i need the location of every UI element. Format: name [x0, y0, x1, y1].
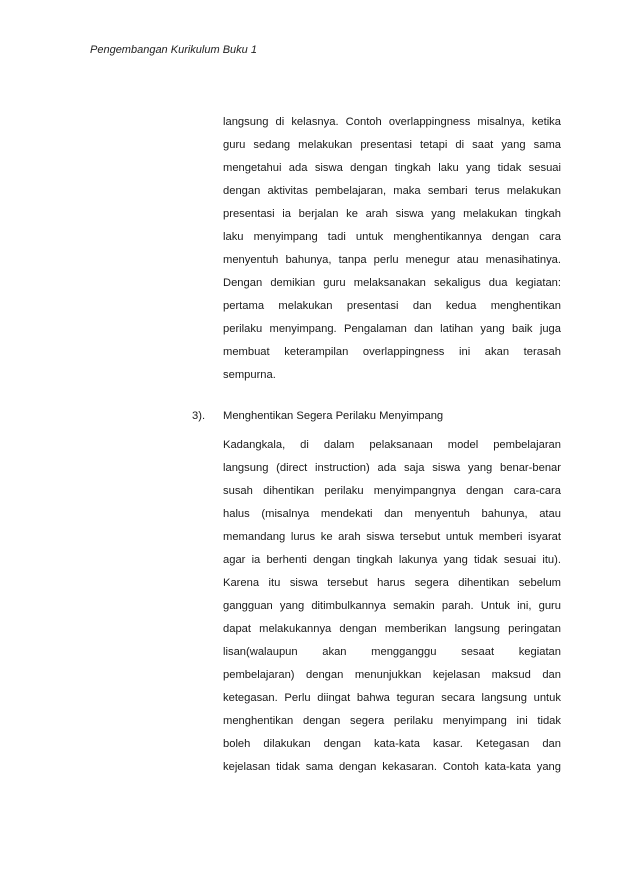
- text-line: sempurna.: [223, 369, 276, 381]
- text-line: menyentuh bahunya, tanpa perlu menegur atau menasihatinya.: [223, 254, 561, 266]
- text-line: pertama melakukan presentasi dan kedua menghentikan: [223, 300, 561, 312]
- text-line: langsung (direct instruction) ada saja siswa yang benar-benar: [223, 462, 561, 474]
- running-header: Pengembangan Kurikulum Buku 1: [90, 44, 257, 56]
- text-line: Karena itu siswa tersebut harus segera dihentikan sebelum: [223, 577, 561, 589]
- text-line: gangguan yang ditimbulkannya semakin parah. Untuk ini, guru: [223, 600, 561, 612]
- text-line: memandang lurus ke arah siswa tersebut untuk memberi isyarat: [223, 531, 561, 543]
- text-line: dengan aktivitas pembelajaran, maka sembari terus melakukan: [223, 185, 561, 197]
- text-line: membuat keterampilan overlappingness ini akan terasah: [223, 346, 561, 358]
- text-line: boleh dilakukan dengan kata-kata kasar. Ketegasan dan: [223, 738, 561, 750]
- text-line: lisan(walaupun akan mengganggu sesaat kegiatan: [223, 646, 561, 658]
- text-line: halus (misalnya mendekati dan menyentuh bahunya, atau: [223, 508, 561, 520]
- text-line: menghentikan dengan segera perilaku menyimpang ini tidak: [223, 715, 561, 727]
- text-line: laku menyimpang tadi untuk menghentikannya dengan cara: [223, 231, 561, 243]
- text-line: ketegasan. Perlu diingat bahwa teguran secara langsung untuk: [223, 692, 561, 704]
- text-line: guru sedang melakukan presentasi tetapi di saat yang sama: [223, 139, 561, 151]
- text-line: mengetahui ada siswa dengan tingkah laku yang tidak sesuai: [223, 162, 561, 174]
- text-line: dapat melakukannya dengan memberikan langsung peringatan: [223, 623, 561, 635]
- section-number: 3).: [192, 410, 206, 422]
- section-title: Menghentikan Segera Perilaku Menyimpang: [223, 410, 444, 422]
- text-line: agar ia berhenti dengan tingkah lakunya yang tidak sesuai itu).: [223, 554, 561, 566]
- text-line: Kadangkala, di dalam pelaksanaan model pembelajaran: [223, 439, 561, 451]
- text-line: Dengan demikian guru melaksanakan sekaligus dua kegiatan:: [223, 277, 561, 289]
- text-line: susah dihentikan perilaku menyimpangnya dengan cara-cara: [223, 485, 561, 497]
- text-line: pembelajaran) dengan menunjukkan kejelasan maksud dan: [223, 669, 561, 681]
- text-line: langsung di kelasnya. Contoh overlappingness misalnya, ketika: [223, 116, 561, 128]
- paragraph-overlappingness: [223, 111, 561, 387]
- text-line: presentasi ia berjalan ke arah siswa yang melakukan tingkah: [223, 208, 561, 220]
- text-line: kejelasan tidak sama dengan kekasaran. Contoh kata-kata yang: [223, 761, 561, 773]
- text-line: perilaku menyimpang. Pengalaman dan latihan yang baik juga: [223, 323, 561, 335]
- paragraph-menghentikan: [223, 434, 561, 779]
